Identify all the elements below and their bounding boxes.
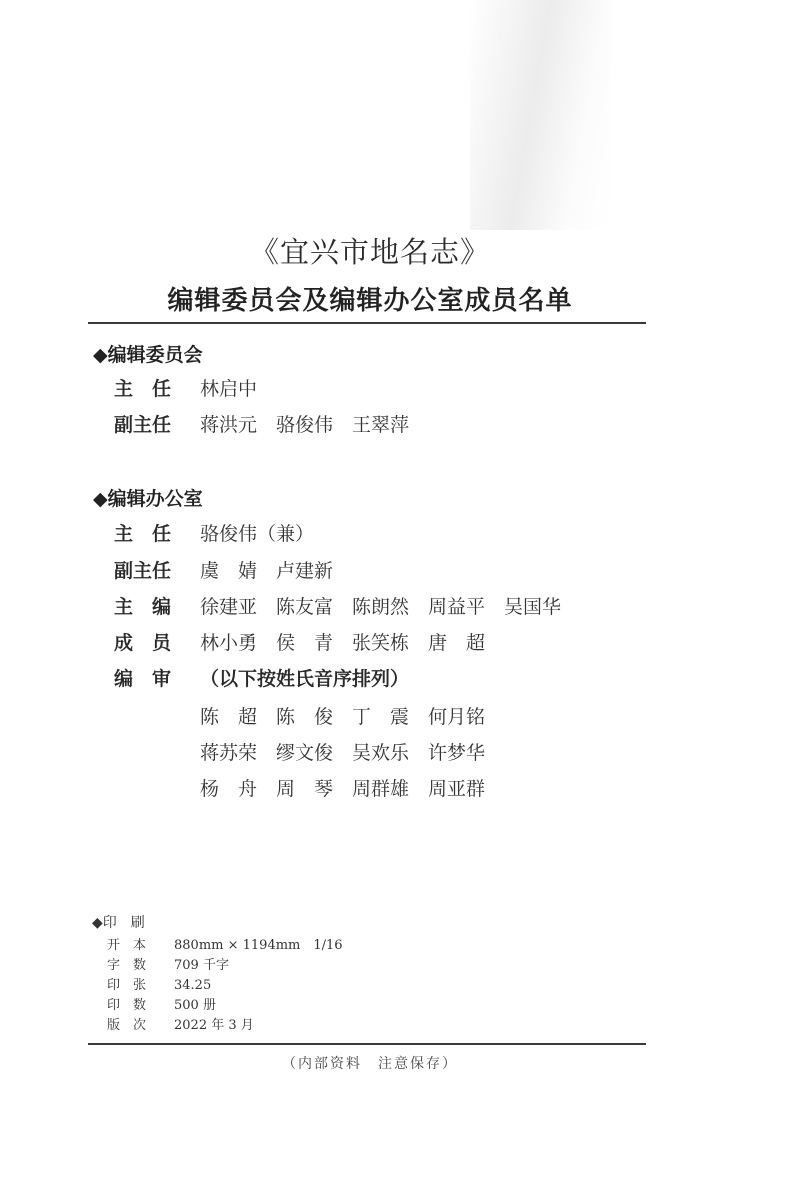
printing-row-format xyxy=(107,934,343,953)
committee-row-deputy xyxy=(114,410,409,437)
print-value: 34.25 xyxy=(174,978,212,993)
print-value: 709 千字 xyxy=(174,958,229,973)
print-value: 880mm × 1194mm 1/16 xyxy=(174,938,343,953)
top-rule xyxy=(88,322,646,324)
reviewer-line: 蒋苏荣 缪文俊 吴欢乐 许梦华 xyxy=(200,742,486,764)
printing-row-edition xyxy=(107,1014,254,1033)
row-label: 主 任 xyxy=(114,378,172,400)
row-label: 副主任 xyxy=(114,560,172,582)
reviewers-note: （以下按姓氏音序排列） xyxy=(200,668,410,690)
page-shadow xyxy=(470,0,610,230)
row-names: 蒋洪元 骆俊伟 王翠萍 xyxy=(200,414,410,436)
row-names: 虞 婧 卢建新 xyxy=(200,560,334,582)
row-names: 林启中 xyxy=(200,378,258,400)
internal-notice: （内部资料 注意保存） xyxy=(282,1056,458,1072)
row-label: 主 任 xyxy=(114,523,172,545)
printing-heading: ◆印 刷 xyxy=(92,915,145,931)
print-label: 字 数 xyxy=(107,958,147,973)
office-row-director xyxy=(114,519,314,546)
print-label: 印 张 xyxy=(107,978,147,993)
reviewer-line: 陈 超 陈 俊 丁 震 何月铭 xyxy=(200,706,486,728)
office-row-editor xyxy=(114,592,561,619)
printing-row-sheets xyxy=(107,974,211,993)
book-title: 《宜兴市地名志》 xyxy=(249,235,490,269)
print-label: 开 本 xyxy=(107,938,147,953)
print-value: 2022 年 3 月 xyxy=(174,1018,254,1033)
list-title: 编辑委员会及编辑办公室成员名单 xyxy=(167,286,573,316)
print-value: 500 册 xyxy=(174,998,216,1013)
row-names: 徐建亚 陈友富 陈朗然 周益平 吴国华 xyxy=(200,596,562,618)
row-label: 主 编 xyxy=(114,596,172,618)
office-row-deputy xyxy=(114,556,333,583)
print-label: 版 次 xyxy=(107,1018,147,1033)
office-row-members xyxy=(114,628,485,655)
printing-row-copies xyxy=(107,994,216,1013)
office-heading: ◆编辑办公室 xyxy=(93,488,203,510)
reviewer-line: 杨 舟 周 琴 周群雄 周亚群 xyxy=(200,778,486,800)
row-label: 成 员 xyxy=(114,632,172,654)
row-names: 林小勇 侯 青 张笑栋 唐 超 xyxy=(200,632,486,654)
row-label: 编 审 xyxy=(114,668,172,690)
bottom-rule xyxy=(88,1043,646,1045)
office-row-reviewers xyxy=(114,664,409,691)
committee-row-director xyxy=(114,374,257,401)
row-label: 副主任 xyxy=(114,414,172,436)
print-label: 印 数 xyxy=(107,998,147,1013)
row-names: 骆俊伟（兼） xyxy=(200,523,315,545)
committee-heading: ◆编辑委员会 xyxy=(93,344,203,366)
printing-row-wordcount xyxy=(107,954,229,973)
